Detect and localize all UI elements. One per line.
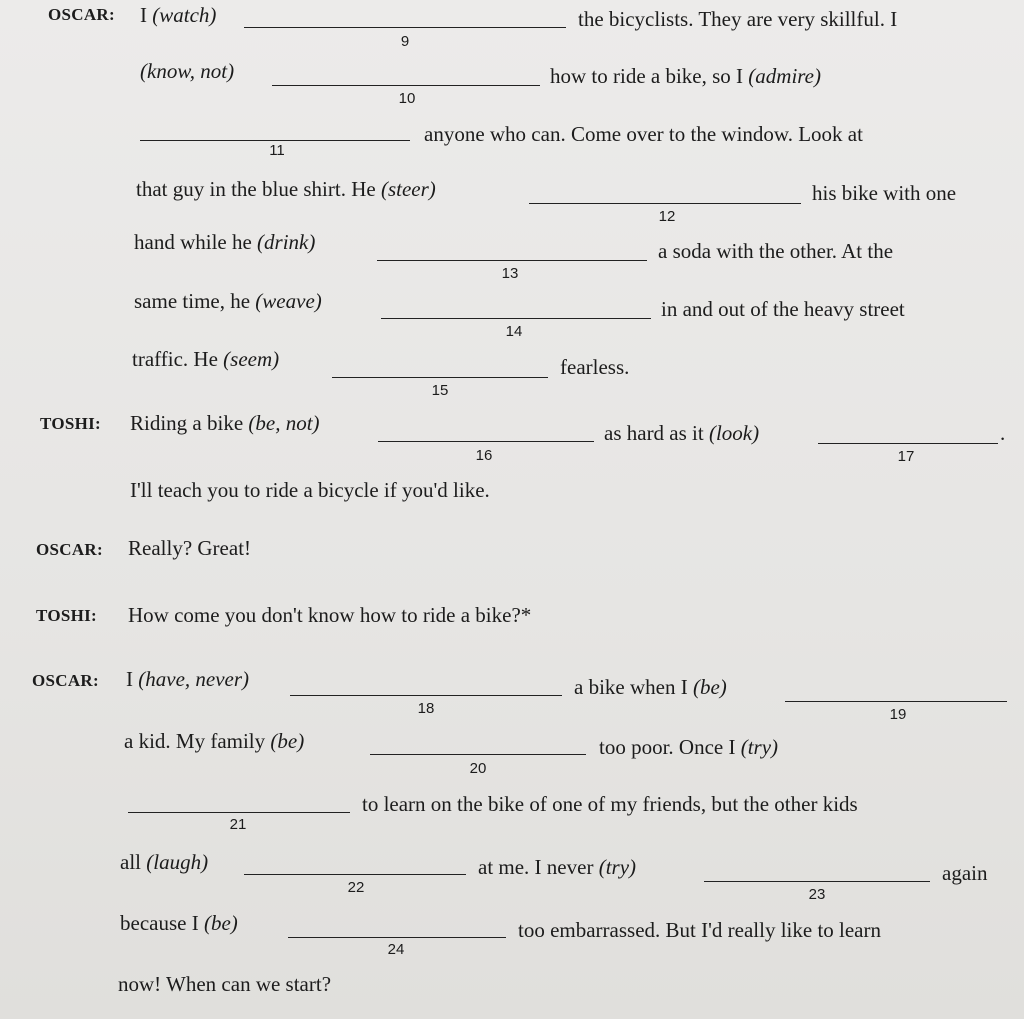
verb-cue: (weave) [255, 289, 322, 313]
verb-cue: (be) [270, 729, 305, 753]
speaker-toshi: TOSHI: [40, 414, 102, 433]
line-5-text: hand while he (drink) [134, 230, 316, 254]
blank-number: 9 [400, 33, 410, 50]
blank-number: 24 [387, 941, 405, 958]
blank-15[interactable] [332, 377, 548, 378]
verb-cue: (drink) [257, 230, 316, 254]
blank-18[interactable] [290, 695, 562, 696]
line-4-continuation: his bike with one [812, 181, 957, 205]
line-15-text: all (laugh) [120, 850, 209, 874]
blank-number: 21 [229, 816, 247, 833]
line-7-continuation: fearless. [560, 355, 630, 379]
blank-number: 15 [431, 382, 449, 399]
blank-23[interactable] [704, 881, 930, 882]
verb-cue: (know, not) [140, 59, 235, 83]
blank-number: 14 [505, 323, 523, 340]
line-2-text: how to ride a bike, so I (admire) [550, 64, 821, 88]
verb-cue: (look) [708, 421, 760, 445]
line-16-continuation: too embarrassed. But I'd really like to learn [518, 918, 881, 942]
line-15-tail: again [942, 861, 988, 885]
line-1-continuation: the bicyclists. They are very skillful. I [578, 7, 898, 31]
blank-21[interactable] [128, 812, 350, 813]
blank-24[interactable] [288, 937, 506, 938]
blank-13[interactable] [377, 260, 647, 261]
blank-16[interactable] [378, 441, 594, 442]
blank-number: 23 [808, 886, 826, 903]
verb-cue: (be) [203, 911, 238, 935]
line-12-text: I (have, never) [126, 667, 250, 691]
line-6-continuation: in and out of the heavy street [661, 297, 905, 321]
line-4-text: that guy in the blue shirt. He (steer) [136, 177, 436, 201]
line-5-continuation: a soda with the other. At the [658, 239, 894, 263]
blank-9[interactable] [244, 27, 566, 28]
blank-19[interactable] [785, 701, 1007, 702]
blank-22[interactable] [244, 874, 466, 875]
blank-number: 13 [501, 265, 519, 282]
line-8-text: Riding a bike (be, not) [130, 411, 320, 435]
blank-number: 16 [475, 447, 493, 464]
blank-number: 19 [889, 706, 907, 723]
line-13-text: a kid. My family (be) [124, 729, 305, 753]
line-16-text: because I (be) [120, 911, 238, 935]
speaker-oscar: OSCAR: [48, 5, 115, 24]
verb-cue: (be, not) [248, 411, 320, 435]
verb-cue: (be) [692, 675, 727, 699]
verb-cue: (admire) [748, 64, 821, 88]
line-8-continuation: as hard as it (look) [604, 421, 760, 445]
speaker-toshi: TOSHI: [36, 606, 98, 625]
blank-number: 12 [658, 208, 676, 225]
verb-cue: (try) [598, 855, 637, 879]
line-12-continuation: a bike when I (be) [574, 675, 727, 699]
blank-number: 10 [398, 90, 416, 107]
verb-cue: (steer) [380, 177, 436, 201]
line-8-period: . [1000, 421, 1006, 445]
verb-cue: (seem) [223, 347, 280, 371]
blank-number: 22 [347, 879, 365, 896]
line-3-text: anyone who can. Come over to the window. Look at [424, 122, 863, 146]
line-1-text: I (watch) [140, 3, 217, 27]
verb-cue: (laugh) [146, 850, 209, 874]
blank-number: 20 [469, 760, 487, 777]
line-13-continuation: too poor. Once I (try) [599, 735, 779, 759]
blank-12[interactable] [529, 203, 801, 204]
blank-11[interactable] [140, 140, 410, 141]
blank-number: 18 [417, 700, 435, 717]
blank-10[interactable] [272, 85, 540, 86]
line-15-continuation: at me. I never (try) [478, 855, 637, 879]
blank-number: 11 [269, 142, 285, 159]
line-10-text: Really? Great! [128, 536, 252, 560]
speaker-oscar: OSCAR: [32, 671, 99, 690]
verb-cue: (have, never) [138, 667, 250, 691]
blank-17[interactable] [818, 443, 998, 444]
line-7-text: traffic. He (seem) [132, 347, 280, 371]
line-6-text: same time, he (weave) [134, 289, 322, 313]
line-11-text: How come you don't know how to ride a bike?* [128, 603, 532, 627]
speaker-oscar: OSCAR: [36, 540, 103, 559]
blank-number: 17 [897, 448, 915, 465]
verb-cue: (watch) [152, 3, 217, 27]
line-14-text: to learn on the bike of one of my friends, but the other kids [362, 792, 858, 816]
blank-14[interactable] [381, 318, 651, 319]
verb-cue: (try) [740, 735, 779, 759]
line-17-text: now! When can we start? [118, 972, 332, 996]
blank-20[interactable] [370, 754, 586, 755]
line-9-text: I'll teach you to ride a bicycle if you'd like. [130, 478, 490, 502]
